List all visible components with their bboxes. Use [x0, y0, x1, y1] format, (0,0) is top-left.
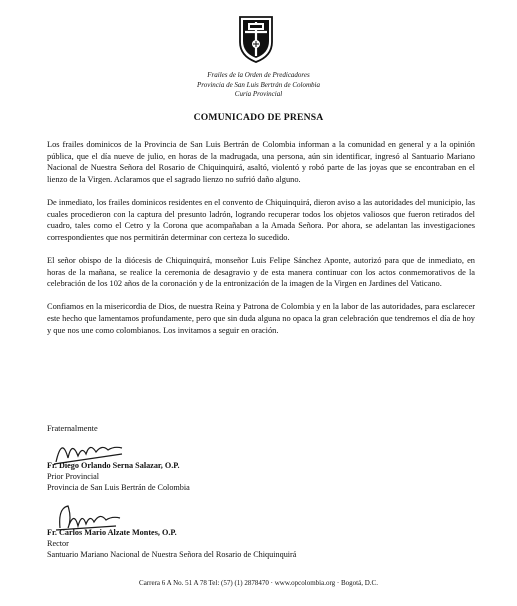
letterhead	[0, 71, 517, 100]
signatory-role: Rector	[47, 539, 69, 548]
document-title: COMUNICADO DE PRENSA	[193, 112, 324, 123]
signatory-organization: Santuario Mariano Nacional de Nuestra Señora del Rosario de Chiquinquirá	[47, 550, 297, 559]
signatory-2	[47, 527, 296, 560]
paragraph: De inmediato, los frailes dominicos residentes en el convento de Chiquinquirá, dieron aviso a las autoridades del municipio, las cuales procedieron con la captura del presunto ladrón, logrando recuperar todos los objetos valiosos que fueron retirados del cuadro, tales como el Cetro y la Corona que acompañaban a la Amada Señora. Por ahora, se adelantan las investigaciones correspondientes que nos permitirán determinar con certeza lo sucedido.	[47, 197, 475, 242]
signatory-name: Fr. Carlos Mario Alzate Montes, O.P.	[47, 528, 177, 537]
signatory-organization: Provincia de San Luis Bertrán de Colombia	[47, 483, 190, 492]
closing-salutation: Fraternalmente	[47, 424, 98, 433]
footer-contact: Carrera 6 A No. 51 A 78 Tel: (57) (1) 2878470 · www.opcolombia.org · Bogotá, D.C.	[139, 579, 378, 587]
signatory-name: Fr. Diego Orlando Serna Salazar, O.P.	[47, 461, 180, 470]
signatory-role: Prior Provincial	[47, 472, 100, 481]
letterhead-province: Provincia de San Luis Bertrán de Colombia	[196, 80, 320, 89]
paragraph: Los frailes dominicos de la Provincia de San Luis Bertrán de Colombia informan a la comunidad en general y a la opinión pública, que el día nueve de julio, en horas de la madrugada, una persona, aún sin identificar, ingresó al Santuario Mariano Nacional de Nuestra Señora del Rosario de Chiquinquirá, asaltó, violentó y robó parte de las joyas que se encontraban en el lienzo de la Virgen. Aclaramos que el sagrado lienzo no sufrió daño alguno.	[47, 140, 475, 184]
letterhead-order: Frailes de la Orden de Predicadores	[207, 71, 310, 79]
paragraph: El señor obispo de la diócesis de Chiquinquirá, monseñor Luis Felipe Sánchez Aponte, autorizó para que de inmediato, en horas de la mañana, se realice la ceremonia de desagravio y de esta manera continuar con los actos conmemorativos de la celebración de los 102 años de la coronación y de la entronización de la imagen de la Virgen en Jardines del Vaticano.	[47, 255, 475, 289]
signatory-1	[47, 460, 190, 493]
document-body	[47, 139, 475, 348]
dominican-crest-logo	[236, 14, 276, 64]
paragraph: Confiamos en la misericordia de Dios, de nuestra Reina y Patrona de Colombia y en la labor de las autoridades, para esclarecer este hecho que lamentamos profundamente, pero que sin duda alguna no opaca la gran celebración que tendremos el día de hoy y que nos une como colombianos. Los invitamos a seguir en oración.	[47, 302, 475, 335]
letterhead-curia: Curia Provincial	[234, 90, 283, 98]
